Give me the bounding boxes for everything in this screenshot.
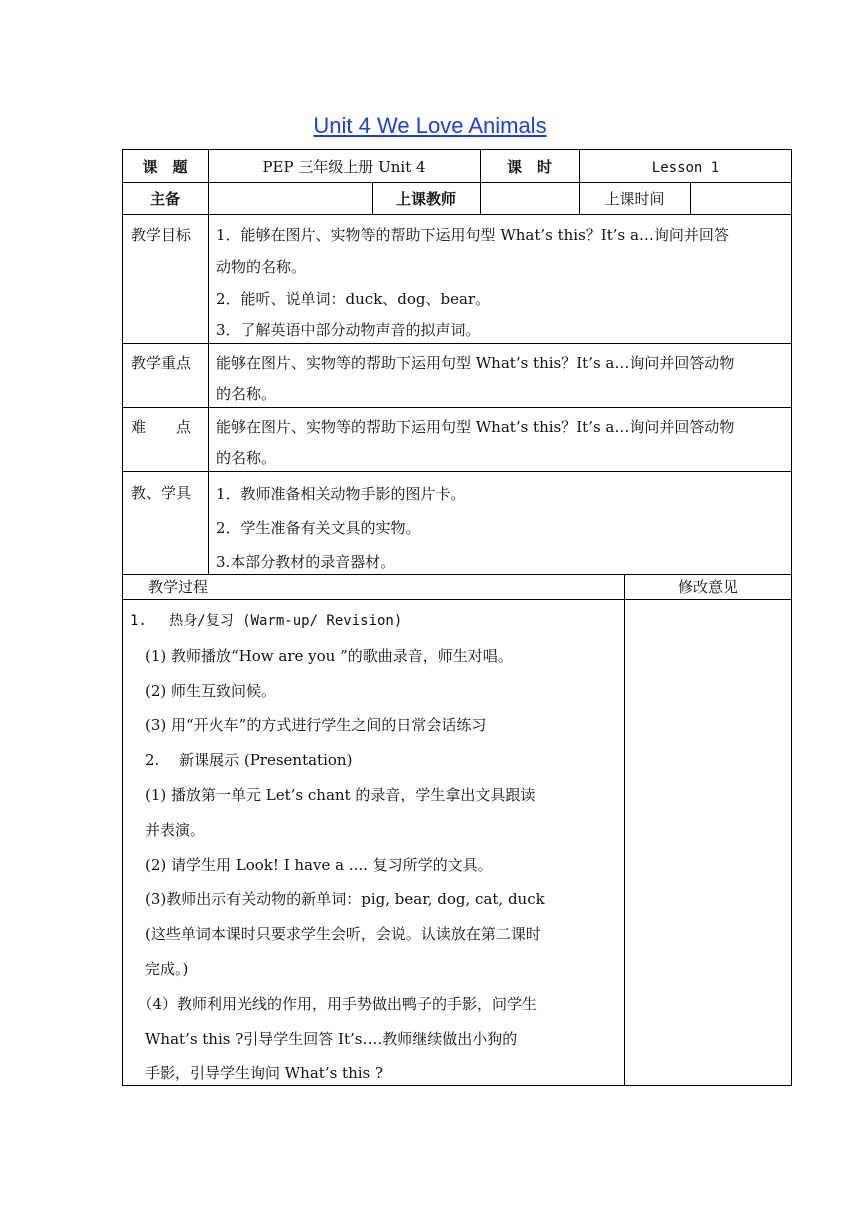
focus-line: 的名称。 bbox=[216, 385, 277, 403]
course-label: 课 题 bbox=[142, 158, 188, 176]
goals-label: 教学目标 bbox=[131, 226, 192, 244]
teacher-label: 上课教师 bbox=[395, 190, 456, 208]
process-line: 并表演。 bbox=[130, 820, 206, 839]
goals-line: 1．能够在图片、实物等的帮助下运用句型 What’s this？It’s a…询问并回答 bbox=[216, 226, 729, 244]
process-header: 教学过程 bbox=[148, 578, 209, 596]
process-line: (3)教师出示有关动物的新单词：pig, bear, dog, cat, duck bbox=[130, 890, 545, 909]
difficulty-line: 能够在图片、实物等的帮助下运用句型 What’s this？It’s a…询问并回答动物 bbox=[216, 418, 735, 436]
difficulty-label: 难 点 bbox=[131, 418, 192, 436]
goals-line: 动物的名称。 bbox=[216, 258, 307, 276]
difficulty-line: 的名称。 bbox=[216, 449, 277, 467]
process-line: （4）教师利用光线的作用，用手势做出鸭子的手影，问学生 bbox=[130, 994, 538, 1013]
course-value: PEP 三年级上册 Unit 4 bbox=[262, 158, 426, 176]
tools-line: 3.本部分教材的录音器材。 bbox=[216, 553, 396, 571]
process-line: (1) 教师播放“How are you ”的歌曲录音，师生对唱。 bbox=[130, 646, 513, 665]
period-label: 课 时 bbox=[506, 158, 552, 176]
goals-line: 3．了解英语中部分动物声音的拟声词。 bbox=[216, 321, 481, 339]
revision-header: 修改意见 bbox=[677, 578, 738, 596]
lesson-value: Lesson 1 bbox=[651, 160, 720, 176]
preparer-label: 主备 bbox=[149, 190, 180, 208]
process-line: 1. 热身/复习 (Warm-up/ Revision) bbox=[130, 613, 403, 629]
process-line: 完成。) bbox=[130, 959, 189, 978]
process-line: 手影，引导学生询问 What’s this ? bbox=[130, 1064, 384, 1083]
tools-line: 2．学生准备有关文具的实物。 bbox=[216, 519, 421, 537]
process-line: (2) 请学生用 Look! I have a .... 复习所学的文具。 bbox=[130, 855, 493, 874]
process-line: (2) 师生互致问候。 bbox=[130, 681, 277, 700]
tools-label: 教、学具 bbox=[131, 484, 192, 502]
process-line: (1) 播放第一单元 Let’s chant 的录音，学生拿出文具跟读 bbox=[130, 785, 536, 804]
process-line: What’s this ?引导学生回答 It’s….教师继续做出小狗的 bbox=[130, 1029, 518, 1048]
focus-label: 教学重点 bbox=[131, 354, 192, 372]
process-line: 2. 新课展示 (Presentation) bbox=[130, 751, 353, 770]
tools-line: 1．教师准备相关动物手影的图片卡。 bbox=[216, 485, 466, 503]
focus-line: 能够在图片、实物等的帮助下运用句型 What’s this？It’s a…询问并回答动物 bbox=[216, 354, 735, 372]
process-body bbox=[130, 604, 618, 1091]
process-line: (这些单词本课时只要求学生会听，会说。认读放在第二课时 bbox=[130, 925, 541, 944]
page-title: Unit 4 We Love Animals bbox=[313, 113, 547, 138]
process-line: (3) 用“开火车”的方式进行学生之间的日常会话练习 bbox=[130, 716, 487, 735]
class-time-label: 上课时间 bbox=[604, 190, 665, 208]
goals-line: 2．能听、说单词：duck、dog、bear。 bbox=[216, 290, 491, 308]
